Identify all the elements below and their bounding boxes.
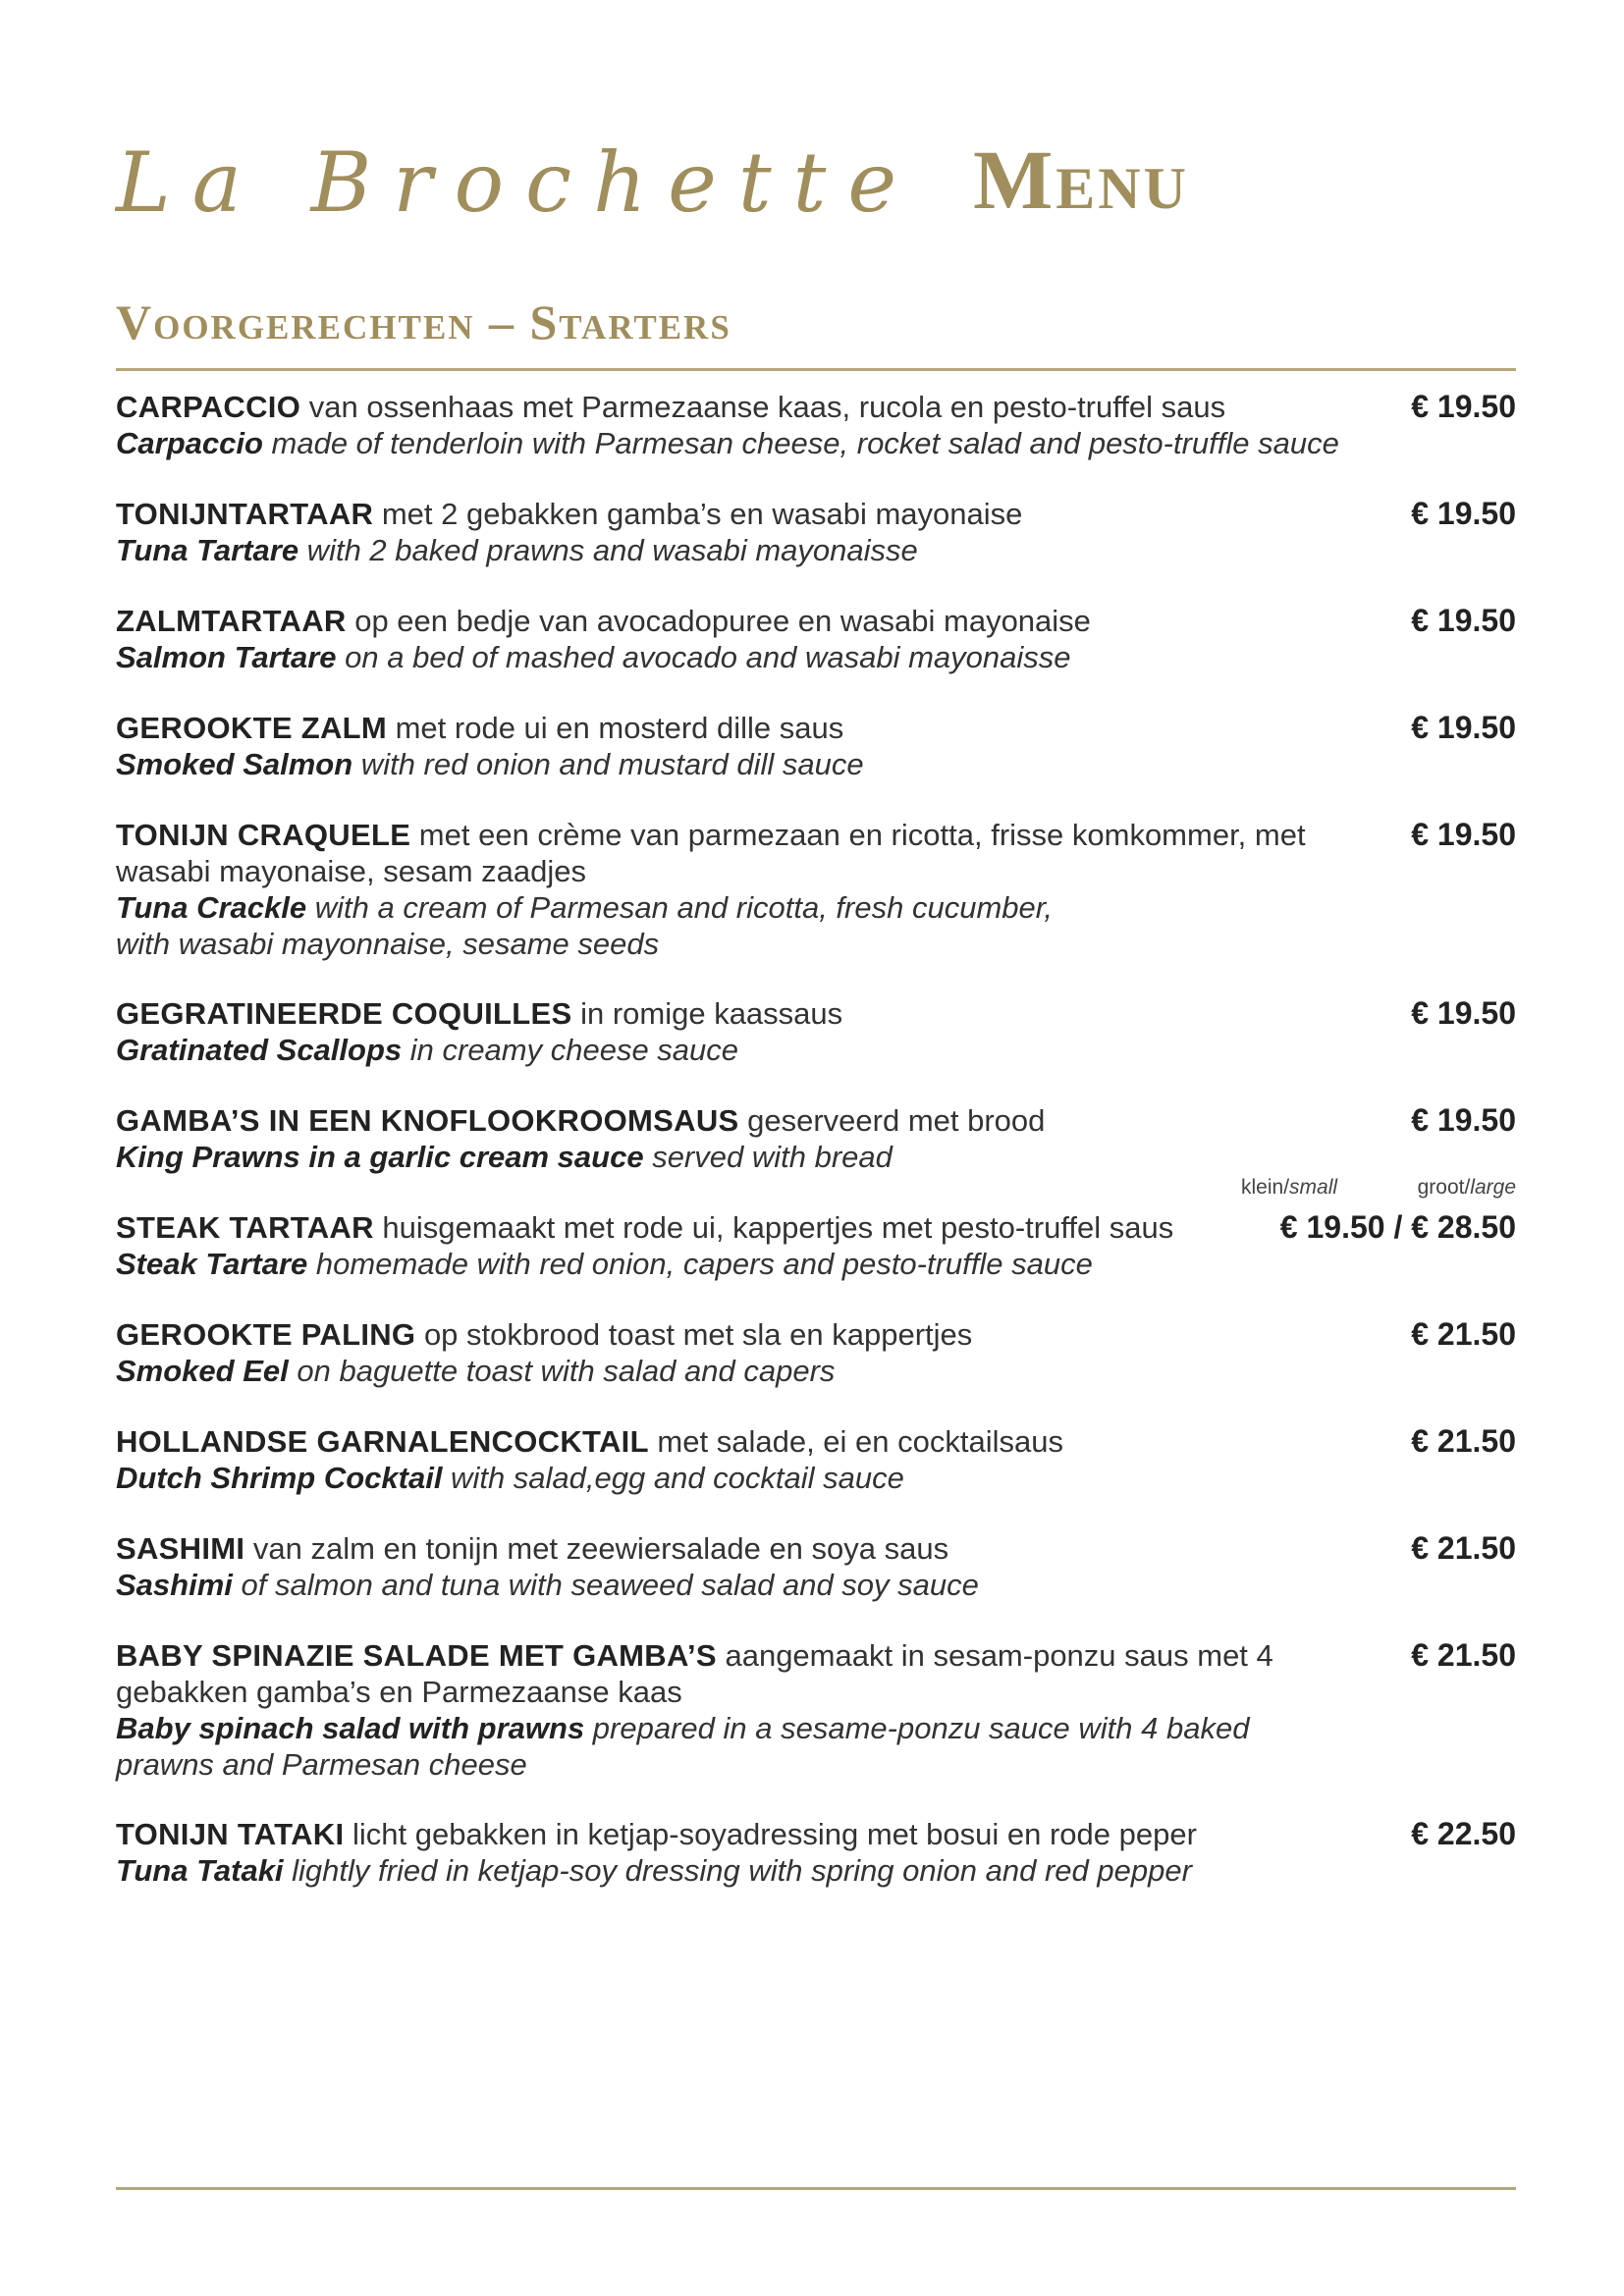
item-desc-en: made of tenderloin with Parmesan cheese, rocket salad and pesto-truffle sauce bbox=[262, 426, 1339, 460]
item-text bbox=[116, 1530, 1382, 1603]
item-name-en: Tuna Tartare bbox=[116, 533, 299, 567]
menu-item bbox=[116, 817, 1516, 995]
item-desc-en: with red onion and mustard dill sauce bbox=[352, 747, 864, 781]
item-dutch-line bbox=[116, 389, 1382, 425]
menu-item bbox=[116, 995, 1516, 1102]
item-name-nl: ZALMTARTAAR bbox=[116, 604, 347, 638]
item-name-en: Salmon Tartare bbox=[116, 640, 337, 674]
item-name-en: Steak Tartare bbox=[116, 1247, 308, 1281]
item-dutch-line bbox=[116, 1530, 1382, 1567]
item-price: € 19.50 bbox=[1411, 817, 1516, 852]
menu-list bbox=[116, 389, 1516, 1923]
restaurant-name: La Brochette bbox=[116, 134, 919, 231]
section-divider bbox=[116, 368, 1516, 371]
item-price: € 19.50 bbox=[1411, 603, 1516, 638]
item-price: € 22.50 bbox=[1411, 1816, 1516, 1851]
item-name-nl: GAMBA’S IN EEN KNOFLOOKROOMSAUS bbox=[116, 1103, 739, 1138]
item-text bbox=[116, 710, 1382, 782]
item-desc-en: on baguette toast with salad and capers bbox=[288, 1354, 836, 1388]
menu-item bbox=[116, 496, 1516, 603]
item-desc-nl: licht gebakken in ketjap-soyadressing met bosui en rode peper bbox=[344, 1817, 1197, 1851]
item-name-nl: HOLLANDSE GARNALENCOCKTAIL bbox=[116, 1424, 649, 1459]
item-text bbox=[116, 1423, 1382, 1496]
item-desc-en: with 2 baked prawns and wasabi mayonaisse bbox=[298, 533, 918, 567]
item-name-en: Baby spinach salad with prawns bbox=[116, 1711, 585, 1745]
item-name-nl: BABY SPINAZIE SALADE MET GAMBA’S bbox=[116, 1638, 717, 1673]
item-desc-en: lightly fried in ketjap-soy dressing with spring onion and red pepper bbox=[283, 1853, 1192, 1888]
item-desc-nl: met een crème van parmezaan en ricotta, frisse komkommer, met wasabi mayonaise, sesam zaadjes bbox=[116, 818, 1306, 888]
item-english-line bbox=[116, 1353, 1382, 1389]
item-name-nl: GEROOKTE ZALM bbox=[116, 711, 387, 745]
item-price: € 21.50 bbox=[1411, 1423, 1516, 1459]
menu-header bbox=[116, 116, 1189, 231]
item-name-en: Smoked Salmon bbox=[116, 747, 353, 781]
item-desc-en: with salad,egg and cocktail sauce bbox=[442, 1461, 904, 1495]
size-large-label: groot/large bbox=[1417, 1176, 1516, 1199]
item-text bbox=[116, 389, 1382, 461]
item-name-nl: TONIJN TATAKI bbox=[116, 1817, 345, 1851]
item-name-en: King Prawns in a garlic cream sauce bbox=[116, 1140, 644, 1174]
item-desc-nl: op stokbrood toast met sla en kappertjes bbox=[415, 1317, 973, 1352]
item-dutch-line bbox=[116, 1102, 1382, 1139]
size-labels bbox=[1241, 1176, 1516, 1200]
footer-divider bbox=[116, 2187, 1516, 2190]
item-text bbox=[116, 1102, 1382, 1175]
item-dutch-line bbox=[116, 1316, 1382, 1353]
menu-item bbox=[116, 1637, 1516, 1816]
item-name-en: Carpaccio bbox=[116, 426, 263, 460]
item-desc-en: homemade with red onion, capers and pesto-truffle sauce bbox=[307, 1247, 1093, 1281]
size-small-label: klein/small bbox=[1241, 1176, 1338, 1199]
item-text bbox=[116, 1209, 1245, 1282]
item-english-line bbox=[116, 1852, 1382, 1889]
item-name-en: Tuna Crackle bbox=[116, 890, 307, 925]
item-price: € 19.50 bbox=[1411, 995, 1516, 1031]
item-name-en: Smoked Eel bbox=[116, 1354, 289, 1388]
item-price: € 19.50 bbox=[1411, 389, 1516, 424]
item-name-en: Dutch Shrimp Cocktail bbox=[116, 1461, 443, 1495]
item-english-line bbox=[116, 1246, 1245, 1282]
menu-item bbox=[116, 1530, 1516, 1637]
item-english-line bbox=[116, 746, 1382, 782]
menu-item bbox=[116, 603, 1516, 710]
item-name-nl: TONIJNTARTAAR bbox=[116, 497, 374, 531]
item-english-line bbox=[116, 889, 1108, 962]
item-english-line bbox=[116, 1460, 1382, 1496]
item-desc-nl: met salade, ei en cocktailsaus bbox=[648, 1424, 1063, 1459]
item-price: € 19.50 / € 28.50 bbox=[1279, 1209, 1516, 1245]
menu-item bbox=[116, 1176, 1516, 1316]
item-desc-en: of salmon and tuna with seaweed salad and soy sauce bbox=[232, 1568, 979, 1602]
item-dutch-line bbox=[116, 1637, 1324, 1710]
menu-item bbox=[116, 1816, 1516, 1923]
item-name-nl: GEGRATINEERDE COQUILLES bbox=[116, 996, 572, 1031]
section-title: Voorgerechten – Starters bbox=[116, 294, 731, 349]
item-desc-nl: in romige kaassaus bbox=[571, 996, 843, 1031]
item-english-line bbox=[116, 1710, 1324, 1783]
item-name-nl: GEROOKTE PALING bbox=[116, 1317, 416, 1352]
item-desc-nl: op een bedje van avocadopuree en wasabi mayonaise bbox=[346, 604, 1091, 638]
item-dutch-line bbox=[116, 1209, 1245, 1246]
item-desc-en: with a cream of Parmesan and ricotta, fresh cucumber, with wasabi mayonnaise, sesame seeds bbox=[116, 890, 1053, 961]
item-text bbox=[116, 817, 1324, 962]
item-desc-en: served with bread bbox=[643, 1140, 893, 1174]
item-desc-en: on a bed of mashed avocado and wasabi mayonaisse bbox=[336, 640, 1071, 674]
item-name-nl: STEAK TARTAAR bbox=[116, 1210, 374, 1245]
item-name-nl: TONIJN CRAQUELE bbox=[116, 818, 411, 852]
item-english-line bbox=[116, 1139, 1382, 1175]
item-price: € 19.50 bbox=[1411, 496, 1516, 531]
item-dutch-line bbox=[116, 817, 1324, 889]
item-english-line bbox=[116, 1567, 1382, 1603]
item-desc-nl: met rode ui en mosterd dille saus bbox=[387, 711, 844, 745]
item-name-en: Gratinated Scallops bbox=[116, 1033, 403, 1067]
menu-heading: Menu bbox=[973, 133, 1189, 227]
item-desc-en: in creamy cheese sauce bbox=[402, 1033, 739, 1067]
item-text bbox=[116, 995, 1382, 1068]
item-english-line bbox=[116, 1032, 1382, 1068]
item-desc-nl: huisgemaakt met rode ui, kappertjes met pesto-truffel saus bbox=[373, 1210, 1174, 1245]
item-dutch-line bbox=[116, 710, 1382, 746]
item-name-nl: SASHIMI bbox=[116, 1531, 245, 1566]
item-name-en: Tuna Tataki bbox=[116, 1853, 284, 1888]
menu-item bbox=[116, 1423, 1516, 1530]
item-dutch-line bbox=[116, 995, 1382, 1032]
item-english-line bbox=[116, 639, 1382, 675]
item-name-nl: CARPACCIO bbox=[116, 390, 301, 424]
item-desc-nl: aangemaakt in sesam-ponzu saus met 4 gebakken gamba’s en Parmezaanse kaas bbox=[116, 1638, 1273, 1709]
item-dutch-line bbox=[116, 1423, 1382, 1460]
menu-item bbox=[116, 710, 1516, 817]
menu-item bbox=[116, 1316, 1516, 1423]
item-text bbox=[116, 603, 1382, 675]
item-dutch-line bbox=[116, 603, 1382, 639]
item-desc-nl: met 2 gebakken gamba’s en wasabi mayonaise bbox=[373, 497, 1023, 531]
item-desc-nl: van zalm en tonijn met zeewiersalade en soya saus bbox=[244, 1531, 949, 1566]
item-english-line bbox=[116, 532, 1382, 568]
item-desc-nl: van ossenhaas met Parmezaanse kaas, rucola en pesto-truffel saus bbox=[300, 390, 1226, 424]
item-name-en: Sashimi bbox=[116, 1568, 233, 1602]
item-dutch-line bbox=[116, 496, 1382, 532]
item-desc-nl: geserveerd met brood bbox=[738, 1103, 1046, 1138]
item-text bbox=[116, 496, 1382, 568]
item-price: € 21.50 bbox=[1411, 1637, 1516, 1673]
item-price: € 19.50 bbox=[1411, 710, 1516, 745]
item-english-line bbox=[116, 425, 1382, 461]
item-text bbox=[116, 1637, 1324, 1783]
item-desc-en: prepared in a sesame-ponzu sauce with 4 baked prawns and Parmesan cheese bbox=[116, 1711, 1250, 1782]
item-price: € 21.50 bbox=[1411, 1316, 1516, 1352]
item-text bbox=[116, 1816, 1382, 1889]
item-dutch-line bbox=[116, 1816, 1382, 1852]
item-price: € 21.50 bbox=[1411, 1530, 1516, 1566]
menu-item bbox=[116, 389, 1516, 496]
item-price: € 19.50 bbox=[1411, 1102, 1516, 1138]
item-text bbox=[116, 1316, 1382, 1389]
